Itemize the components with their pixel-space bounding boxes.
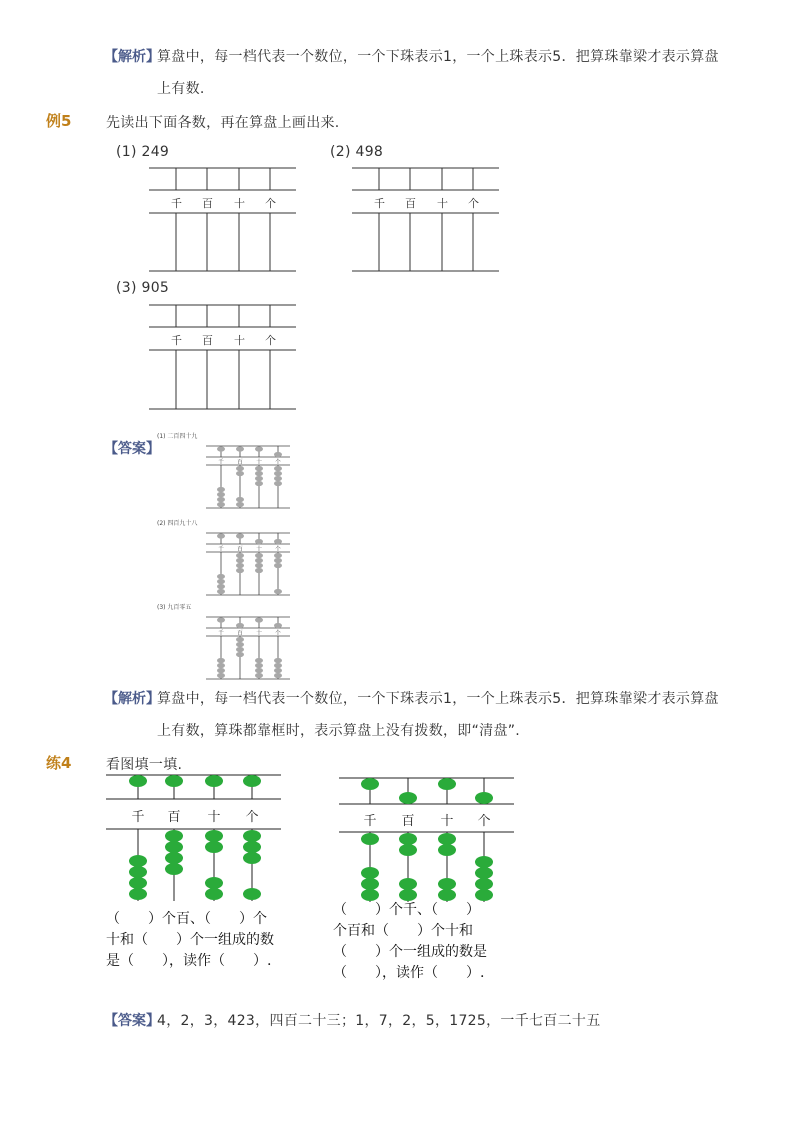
practice-left-line-2: 十和（ ）个一组成的数	[106, 932, 274, 948]
analysis-2-line-1: 算盘中，每一档代表一个数位，一个下珠表示1，一个上珠表示5．把算珠靠梁才表示算盘	[157, 691, 719, 707]
blank-abacus-3[interactable]	[149, 305, 296, 409]
mini-bead-lower	[236, 642, 244, 647]
mini-bead-lower	[236, 647, 244, 652]
mini-bead-lower	[236, 471, 244, 476]
analysis-tag: 【解析】	[104, 49, 160, 65]
green-bead-lower	[205, 877, 223, 889]
mini-bead-upper	[217, 617, 225, 622]
blank-abacus-2[interactable]	[352, 168, 499, 271]
mini-bead-lower	[217, 589, 225, 594]
mini-bead-lower	[255, 476, 263, 481]
col-label-thousands: 千	[374, 197, 385, 210]
green-bead-lower	[165, 852, 183, 864]
mini-bead-lower	[274, 668, 282, 673]
col-label-tens: 十	[234, 197, 245, 210]
analysis-tag-2: 【解析】	[104, 691, 160, 707]
mini-col-label: 十	[256, 630, 262, 637]
green-col-label: 十	[207, 810, 221, 825]
mini-bead-lower	[217, 497, 225, 502]
mini-abacus-svg	[206, 533, 290, 595]
green-bead-lower	[205, 888, 223, 900]
green-bead-upper	[129, 775, 147, 787]
green-bead-lower	[165, 863, 183, 875]
practice-left-line-1: （ ）个百、（ ）个	[106, 911, 267, 927]
practice-right-line-3: （ ）个一组成的数是	[333, 944, 487, 960]
mini-bead-upper	[274, 539, 282, 544]
practice-right-line-2: 个百和（ ）个十和	[333, 923, 473, 939]
mini-col-label: 个	[275, 459, 281, 466]
green-bead-lower	[438, 833, 456, 845]
answer-2-caption: (2) 四百九十八	[157, 520, 198, 527]
mini-col-label: 百	[237, 630, 243, 637]
analysis-line-2: 上有数.	[157, 81, 205, 97]
mini-bead-lower	[236, 497, 244, 502]
green-bead-lower	[129, 877, 147, 889]
problem-1-label: (1) 249	[116, 144, 170, 160]
blank-abacus-2-frame	[352, 168, 499, 271]
mini-col-label: 个	[275, 546, 281, 553]
green-col-label: 个	[477, 814, 491, 829]
col-label-tens: 十	[234, 334, 245, 347]
analysis-2-line-2: 上有数，算珠都靠框时，表示算盘上没有拨数，即“清盘”.	[157, 723, 521, 739]
mini-abacus-svg	[206, 617, 290, 679]
green-bead-lower	[205, 841, 223, 853]
col-label-thousands: 千	[171, 334, 182, 347]
mini-bead-lower	[255, 658, 263, 663]
green-bead-lower	[243, 830, 261, 842]
green-bead-lower	[129, 855, 147, 867]
green-bead-upper	[438, 778, 456, 790]
green-bead-upper	[475, 792, 493, 804]
mini-bead-lower	[274, 663, 282, 668]
mini-bead-upper	[236, 446, 244, 451]
col-label-ones: 个	[265, 334, 276, 347]
mini-bead-upper	[236, 623, 244, 628]
mini-abacus-svg	[206, 446, 290, 508]
green-bead-lower	[243, 841, 261, 853]
mini-bead-lower	[274, 466, 282, 471]
green-col-label: 百	[401, 814, 415, 829]
mini-bead-lower	[255, 471, 263, 476]
green-bead-lower	[129, 888, 147, 900]
green-col-label: 十	[440, 814, 454, 829]
practice-right-line-4: （ ），读作（ ）.	[333, 965, 485, 981]
green-bead-lower	[475, 878, 493, 890]
mini-col-label: 十	[256, 459, 262, 466]
mini-bead-lower	[217, 668, 225, 673]
green-bead-lower	[361, 833, 379, 845]
green-col-label: 个	[245, 810, 259, 825]
mini-bead-lower	[255, 481, 263, 486]
mini-col-label: 百	[237, 546, 243, 553]
green-bead-lower	[243, 888, 261, 900]
green-col-label: 千	[131, 810, 145, 825]
mini-col-label: 十	[256, 546, 262, 553]
mini-bead-lower	[236, 466, 244, 471]
answer-tag: 【答案】	[104, 441, 160, 457]
green-bead-upper	[361, 778, 379, 790]
mini-bead-lower	[236, 637, 244, 642]
col-label-ones: 个	[265, 197, 276, 210]
practice-abacus-right	[339, 778, 514, 902]
mini-col-label: 个	[275, 630, 281, 637]
mini-bead-lower	[236, 652, 244, 657]
mini-bead-lower	[236, 502, 244, 507]
mini-col-label: 千	[218, 546, 224, 553]
problem-2-label: (2) 498	[330, 144, 384, 160]
green-bead-upper	[399, 792, 417, 804]
practice-prompt: 看图填一填.	[106, 757, 183, 773]
mini-bead-lower	[217, 492, 225, 497]
practice-abacus-left	[106, 775, 281, 901]
answer-1-caption: (1) 二百四十九	[157, 433, 198, 440]
green-bead-upper	[205, 775, 223, 787]
mini-bead-upper	[274, 623, 282, 628]
col-label-hundreds: 百	[202, 334, 213, 347]
mini-bead-lower	[217, 574, 225, 579]
mini-bead-upper	[255, 539, 263, 544]
green-bead-lower	[361, 867, 379, 879]
analysis-line-1: 算盘中，每一档代表一个数位，一个下珠表示1，一个上珠表示5．把算珠靠梁才表示算盘	[157, 49, 719, 65]
mini-bead-lower	[274, 589, 282, 594]
green-bead-lower	[475, 867, 493, 879]
green-abacus-svg	[106, 775, 281, 901]
mini-bead-lower	[217, 673, 225, 678]
green-bead-lower	[399, 833, 417, 845]
practice-left-fill-text[interactable]	[106, 909, 296, 972]
problem-3-label: (3) 905	[116, 280, 170, 296]
green-bead-lower	[399, 844, 417, 856]
mini-bead-lower	[217, 658, 225, 663]
col-label-hundreds: 百	[405, 197, 416, 210]
mini-bead-lower	[274, 481, 282, 486]
mini-bead-lower	[274, 471, 282, 476]
green-bead-lower	[399, 878, 417, 890]
green-bead-lower	[438, 844, 456, 856]
mini-bead-lower	[255, 553, 263, 558]
mini-bead-lower	[255, 563, 263, 568]
mini-bead-upper	[217, 446, 225, 451]
mini-bead-lower	[255, 673, 263, 678]
mini-bead-lower	[255, 663, 263, 668]
mini-bead-lower	[274, 673, 282, 678]
mini-bead-upper	[236, 533, 244, 538]
green-bead-lower	[438, 878, 456, 890]
green-bead-upper	[243, 775, 261, 787]
mini-bead-lower	[236, 553, 244, 558]
practice-label: 练4	[46, 754, 72, 772]
mini-bead-lower	[217, 663, 225, 668]
practice-right-fill-text[interactable]	[333, 900, 528, 984]
answer-abacus-3	[206, 617, 290, 679]
mini-bead-lower	[274, 558, 282, 563]
green-abacus-svg	[339, 778, 514, 902]
mini-bead-upper	[255, 617, 263, 622]
mini-bead-upper	[217, 533, 225, 538]
answer-abacus-2	[206, 533, 290, 595]
col-label-ones: 个	[468, 197, 479, 210]
example-prompt: 先读出下面各数，再在算盘上画出来.	[106, 115, 340, 131]
col-label-hundreds: 百	[202, 197, 213, 210]
col-label-thousands: 千	[171, 197, 182, 210]
green-bead-lower	[243, 852, 261, 864]
green-bead-lower	[165, 841, 183, 853]
mini-bead-lower	[255, 568, 263, 573]
mini-bead-lower	[255, 466, 263, 471]
mini-bead-lower	[236, 568, 244, 573]
practice-left-line-3: 是（ ），读作（ ）.	[106, 953, 272, 969]
mini-bead-lower	[217, 487, 225, 492]
answer-3-caption: (3) 九百零五	[157, 604, 192, 611]
answer-2-text: 4，2，3，423，四百二十三；1，7，2，5，1725，一千七百二十五	[157, 1013, 601, 1029]
answer-tag-2: 【答案】	[104, 1013, 160, 1029]
example-label: 例5	[46, 112, 72, 130]
mini-bead-upper	[274, 452, 282, 457]
mini-bead-lower	[217, 502, 225, 507]
green-bead-upper	[165, 775, 183, 787]
mini-bead-lower	[217, 584, 225, 589]
mini-bead-lower	[255, 558, 263, 563]
answer-abacus-1	[206, 446, 290, 508]
mini-col-label: 千	[218, 630, 224, 637]
green-bead-lower	[129, 866, 147, 878]
mini-bead-lower	[274, 563, 282, 568]
practice-right-line-1: （ ）个千、（ ）	[333, 902, 480, 918]
mini-bead-lower	[274, 476, 282, 481]
mini-bead-lower	[274, 553, 282, 558]
mini-col-label: 千	[218, 459, 224, 466]
mini-bead-lower	[236, 563, 244, 568]
mini-bead-lower	[274, 658, 282, 663]
mini-bead-lower	[255, 668, 263, 673]
green-bead-lower	[165, 830, 183, 842]
mini-bead-lower	[217, 579, 225, 584]
col-label-tens: 十	[437, 197, 448, 210]
blank-abacus-1-frame	[149, 168, 296, 271]
green-bead-lower	[205, 830, 223, 842]
blank-abacus-1[interactable]	[149, 168, 296, 271]
mini-bead-lower	[236, 558, 244, 563]
mini-bead-upper	[255, 446, 263, 451]
mini-col-label: 百	[237, 459, 243, 466]
green-col-label: 百	[167, 810, 181, 825]
blank-abacus-3-frame	[149, 305, 296, 409]
green-col-label: 千	[363, 814, 377, 829]
green-bead-lower	[475, 856, 493, 868]
green-bead-lower	[361, 878, 379, 890]
